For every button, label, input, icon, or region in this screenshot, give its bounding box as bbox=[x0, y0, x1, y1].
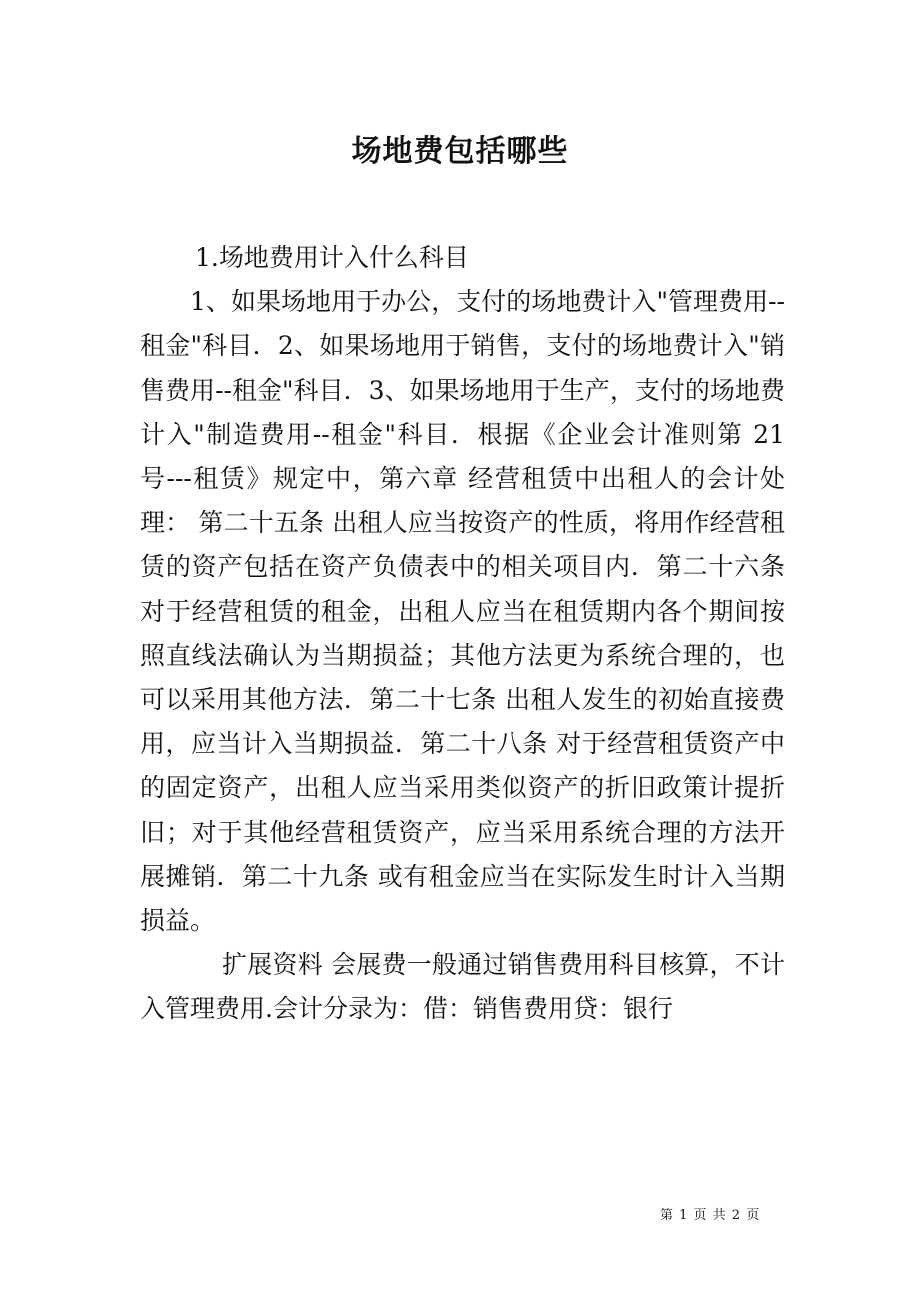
extended-info-paragraph: 扩展资料 会展费一般通过销售费用科目核算，不计入管理费用.会计分录为：借：销售费用贷：银行 bbox=[140, 950, 785, 1024]
page-number-footer: 第 1 页 共 2 页 bbox=[660, 1208, 760, 1223]
section-heading: 1.场地费用计入什么科目 bbox=[195, 243, 469, 272]
body-paragraph: 1、如果场地用于办公，支付的场地费计入"管理费用--租金"科目．2、如果场地用于销售，支付的场地费计入"销售费用--租金"科目．3、如果场地用于生产，支付的场地费计入"制造费用--租金"科目．根据《企业会计准则第 21 号---租赁》规定中，第六章 经营租赁中出租人的会计处理： 第二十五条 出租人应当按资产的性质，将用作经营租赁的资产包括在资产负债表中的相关项目内．第二十六条 对于经营租赁的租金，出租人应当在租赁期内各个期间按照直线法确认为当期损益；其他方法更为系统合理的，也可以采用其他方法．第二十七条 出租人发生的初始直接费用，应当计入当期损益．第二十八条 对于经营租赁资产中的固定资产，出租人应当采用类似资产的折旧政策计提折旧；对于其他经营租赁资产，应当采用系统合理的方法开展摊销．第二十九条 或有租金应当在实际发生时计入当期损益。 bbox=[140, 287, 785, 936]
document-title: 场地费包括哪些 bbox=[351, 134, 569, 169]
document-body bbox=[140, 236, 785, 1032]
